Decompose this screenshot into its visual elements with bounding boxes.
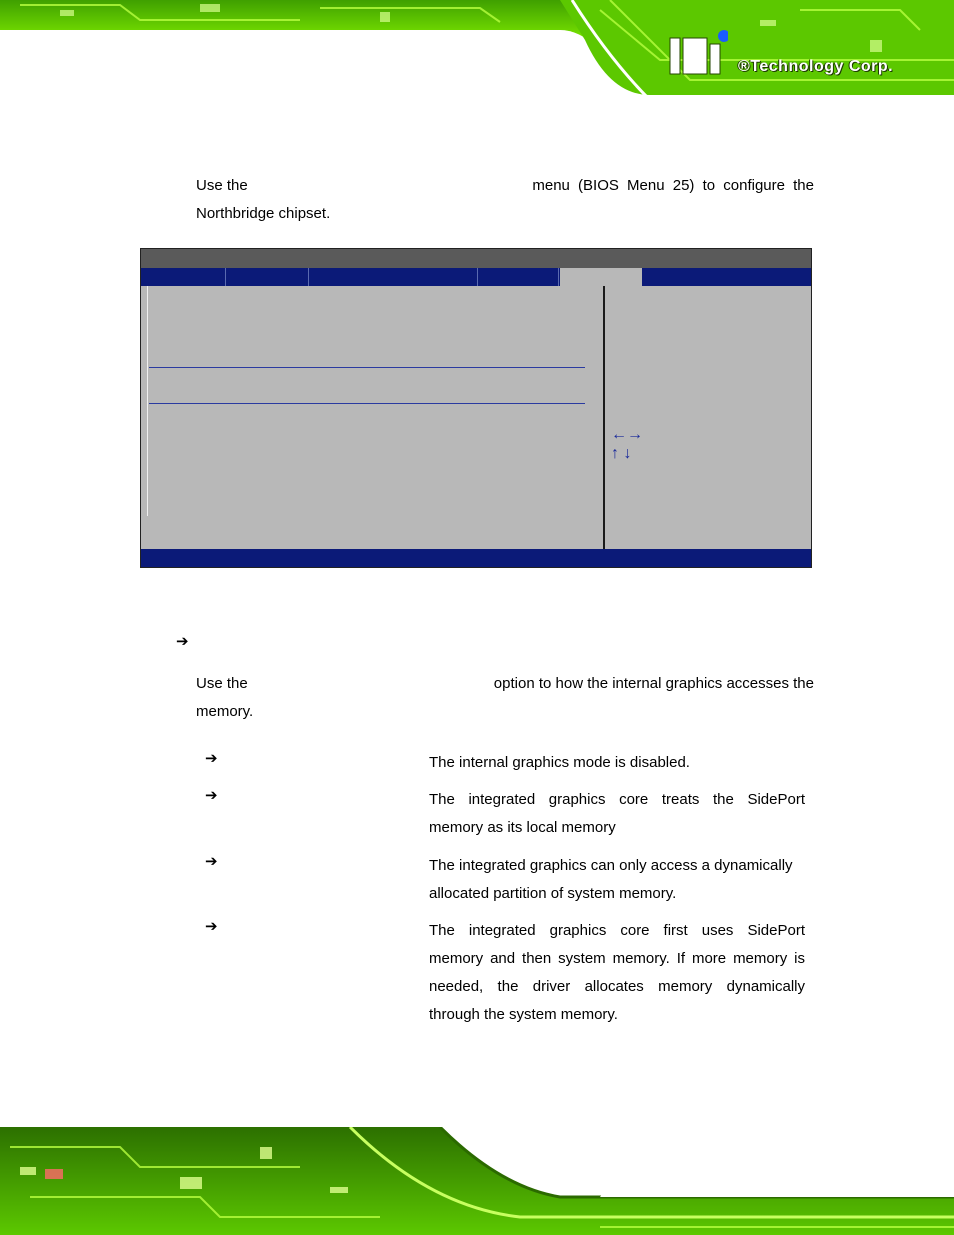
circuit-board-footer-graphic: [0, 1127, 954, 1235]
choice-3-line-2: allocated partition of system memory.: [429, 885, 677, 902]
option-desc-left: Use the: [196, 675, 248, 692]
bios-panel-divider: [603, 286, 605, 550]
bios-tab-3[interactable]: [309, 268, 478, 286]
choice-3-line-1: The integrated graphics can only access a dynamically: [429, 857, 793, 874]
choice-4-line-3: needed, the driver allocates memory dynamically: [429, 978, 805, 995]
bios-tab-4[interactable]: [478, 268, 559, 286]
page-header-banner: [0, 0, 954, 112]
choice-1-line-1: The internal graphics mode is disabled.: [429, 754, 690, 771]
bios-menu-screenshot: [140, 248, 812, 568]
choice-3-arrow-icon: ➔: [205, 852, 218, 870]
bios-separator-2: [149, 403, 585, 404]
bios-tab-chipset-active[interactable]: [560, 268, 642, 286]
choice-4-arrow-icon: ➔: [205, 917, 218, 935]
bios-status-bar: [141, 549, 811, 567]
choice-1-arrow-icon: ➔: [205, 749, 218, 767]
choice-4-line-1: The integrated graphics core first uses SidePort: [429, 922, 805, 939]
circuit-board-header-graphic: [0, 0, 954, 112]
choice-4-line-2: memory and then system memory. If more memory is: [429, 950, 805, 967]
bios-tab-bar: [141, 268, 811, 286]
intro-left-text: Use the: [196, 177, 248, 194]
intro-line-1: [196, 172, 814, 200]
intro-line-2: Northbridge chipset.: [196, 205, 331, 222]
option-desc-right: option to how the internal graphics accesses the: [493, 675, 814, 692]
option-arrow-icon: ➔: [176, 632, 189, 650]
option-desc-line-2: memory.: [196, 703, 254, 720]
page-footer-banner: [0, 1127, 954, 1235]
company-name-logo-text: ®Technology Corp.: [738, 58, 894, 75]
bios-tab-1[interactable]: [141, 268, 226, 286]
choice-2-line-2: memory as its local memory: [429, 819, 616, 836]
choice-2-line-1: The integrated graphics core treats the SidePort: [429, 791, 805, 808]
choice-4-line-4: through the system memory.: [429, 1006, 618, 1023]
bios-tab-2[interactable]: [226, 268, 309, 286]
intro-right-text: menu (BIOS Menu 25) to configure the: [532, 177, 814, 194]
iei-logo-icon: [668, 28, 728, 76]
bios-key-left-right: ←→: [611, 426, 643, 443]
option-desc-line-1: [196, 670, 814, 698]
bios-key-up-down: ↑ ↓: [611, 445, 632, 462]
choice-2-arrow-icon: ➔: [205, 786, 218, 804]
bios-separator-1: [149, 367, 585, 368]
bios-options-panel: [147, 286, 604, 516]
bios-title-bar: [141, 249, 811, 268]
